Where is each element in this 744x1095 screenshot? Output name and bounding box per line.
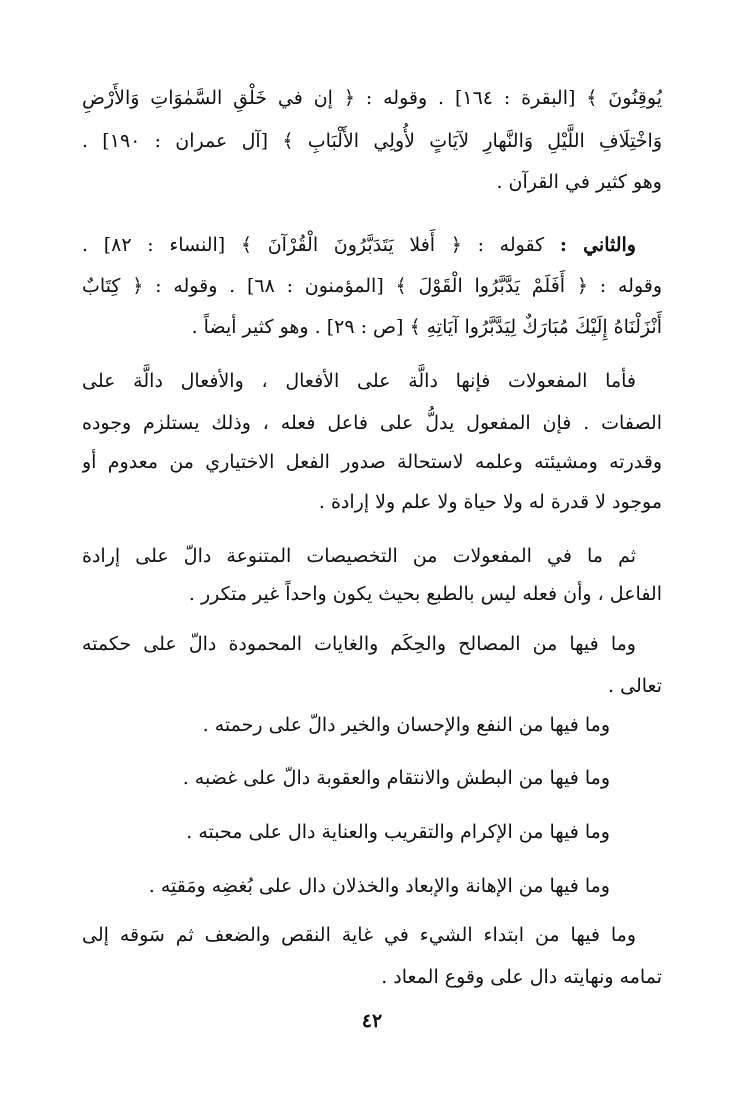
text-line: وما فيها من ابتداء الشيء في غاية النقص والضعف ثم سَوقه إلى	[82, 924, 636, 946]
text-line: ثم ما في المفعولات من التخصيصات المتنوعة دالّ على إرادة	[82, 545, 636, 567]
text-line: الفاعل ، وأن فعله ليس بالطبع بحيث يكون واحداً غير متكرر .	[188, 583, 662, 605]
text-line: وهو كثير في القرآن .	[496, 171, 662, 193]
text-span: كقوله : ﴿ أَفلا يَتَدَبَّرُونَ الْقُرْآنَ ﴾ [النساء : ٨٢] .	[82, 234, 545, 256]
list-item: وما فيها من الإهانة والإبعاد والخذلان دال على بُغضِه ومَقتِه .	[148, 875, 610, 897]
text-line: الصفات . فإن المفعول يدلُّ على فاعل فعله ، وذلك يستلزم وجوده	[82, 412, 662, 434]
text-line: موجود لا قدرة له ولا حياة ولا علم ولا إرادة .	[318, 491, 662, 513]
paragraph-label: والثاني :	[559, 234, 636, 256]
text-line: وقوله : ﴿ أَفَلَمْ يَدَّبَّرُوا الْقَوْلَ ﴾ [المؤمنون : ٦٨] . وقوله : ﴿ كِتَابٌ	[82, 275, 662, 297]
text-line: وَاخْتِلَافِ اللَّيْلِ وَالنَّهارِ لآيَاتٍ لأُولِي الأَلْبَابِ ﴾ [آل عمران : ١٩٠] .	[82, 130, 662, 152]
list-item: وما فيها من الإكرام والتقريب والعناية دال على محبته .	[186, 821, 610, 843]
text-line: أَنْزَلْنَاهُ إِلَيْكَ مُبَارَكٌ لِيَدَّبَّرُوا آيَاتِهِ ﴾ [ص : ٢٩] . وهو كثير أيضاً .	[191, 316, 662, 338]
page-number: ٤٢	[361, 1010, 383, 1032]
text-line	[82, 227, 636, 263]
text-line: فأما المفعولات فإنها دالَّة على الأفعال ، والأفعال دالَّة على	[82, 370, 636, 392]
list-item: وما فيها من النفع والإحسان والخير دالّ على رحمته .	[202, 714, 610, 736]
text-line: وقدرته ومشيئته وعلمه لاستحالة صدور الفعل الاختياري من معدوم أو	[82, 451, 662, 473]
list-item: وما فيها من البطش والانتقام والعقوبة دالّ على غضبه .	[182, 767, 610, 789]
text-line: تعالى .	[608, 675, 662, 697]
text-line: وما فيها من المصالح والحِكَم والغايات المحمودة دالّ على حكمته	[82, 633, 636, 655]
text-line: تمامه ونهايته دال على وقوع المعاد .	[381, 966, 662, 988]
text-line: يُوقِنُونَ ﴾ [البقرة : ١٦٤] . وقوله : ﴿ إن في خَلْقِ السَّمٰوَاتِ وَالأَرْضِ	[82, 87, 662, 109]
